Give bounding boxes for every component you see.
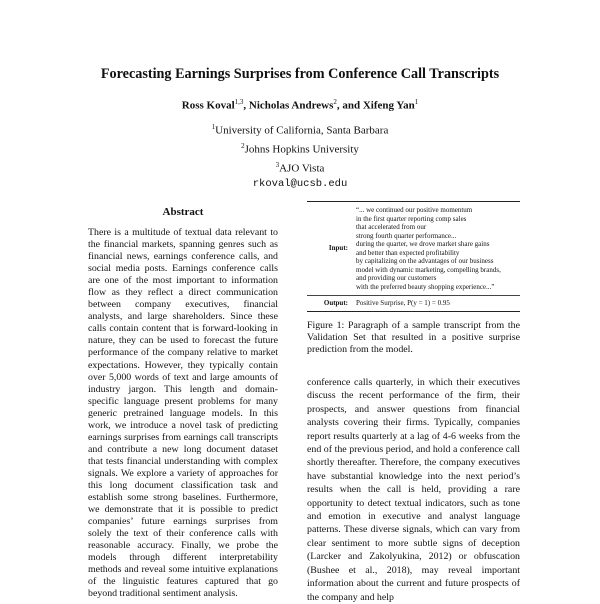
affiliation-sup: 1: [211, 123, 216, 131]
author-affil-sup: 2: [333, 98, 337, 106]
affiliation-sup: 2: [241, 141, 245, 150]
affiliation-line: [0, 139, 600, 158]
author-name: Ross Koval: [181, 99, 235, 112]
quote-line: in the first quarter reporting comp sales: [356, 214, 467, 223]
affiliation-text: AJO Vista: [279, 162, 325, 175]
paper-title: Forecasting Earnings Surprises from Conference Call Transcripts: [100, 66, 500, 82]
figure-input-label: Input:: [328, 244, 348, 253]
quote-line: with the preferred beauty shopping experience...”: [356, 282, 495, 291]
quote-line: and providing our customers: [356, 274, 437, 282]
author-name: Xifeng Yan: [362, 99, 415, 112]
figure-output-row: [307, 296, 520, 311]
figure-input-row: [307, 202, 520, 296]
quote-line: during the quarter, we drove market share gains: [356, 240, 490, 248]
abstract-text: There is a multitude of textual data relevant to the financial markets, spanning genres such as financial news, earnings conference calls, and social media posts. Earnings conference calls are one of the most important to information flow as they reflect a direct communication between company executives, financial analysts, and large shareholders. Since these calls contain content that is forward-looking in nature, they can be used to forecast the future performance of the company relative to market expectations. However, they typically contain over 5,000 words of text and large amounts of industry jargon. This length and domain-specific language present problems for many generic pretrained language models. In this work, we introduce a novel task of predicting earnings surprises from earnings call transcripts and contribute a new long document dataset that tests financial understanding with complex signals. We explore a variety of approaches for this long document classification task and establish some strong baselines. Furthermore, we demonstrate that it is possible to predict companies’ future earnings surprises from solely the text of their conference calls with reasonable accuracy. Finally, we probe the models through different interpretability methods and reveal some intuitive explanations of the linguistic features captured that go beyond traditional sentiment analysis.: [88, 227, 278, 600]
author-affil-sup: 1,3: [234, 98, 244, 106]
quote-line: that accelerated from our: [356, 223, 427, 231]
author-separator: , and: [336, 99, 363, 112]
quote-line: “... we continued our positive momentum: [356, 206, 473, 214]
affiliations: [0, 120, 600, 192]
affiliation-text: University of California, Santa Barbara: [215, 124, 389, 137]
figure-output-label: Output:: [307, 296, 353, 311]
affiliation-line: [0, 158, 600, 177]
author-name: Nicholas Andrews: [248, 99, 334, 112]
quote-line: and better than expected profitability: [356, 248, 460, 257]
quote-line: model with dynamic marketing, compelling brands,: [356, 265, 501, 274]
figure-output-text: Positive Surprise, P(y = 1) = 0.95: [353, 296, 520, 311]
affiliation-line: [0, 120, 600, 139]
author-affil-sup: 1: [414, 98, 419, 106]
affiliation-text: Johns Hopkins University: [244, 143, 359, 156]
author-list: [0, 98, 600, 112]
quote-line: strong fourth quarter performance...: [356, 231, 457, 240]
abstract-heading: Abstract: [162, 206, 204, 218]
body-text-right-column: conference calls quarterly, in which their executives discuss the recent performance of the firm, their prospects, and answer questions from financial analysts covering their firms. Typically, companies report results quarterly at a lag of 4-6 weeks from the end of the previous period, and hold a conference call shortly thereafter. Therefore, the company executives have substantial knowledge into the next period’s results when the call is held, providing a rare opportunity to detect textual indicators, such as tone and emotion in executive and analyst language patterns. These diverse signals, which can vary from clear sentiment to more subtle signs of deception (Larcker and Zakolyukina, 2012) or obfuscation (Bushee et al., 2018), may reveal important information about the current and future prospects of the company and help: [307, 377, 520, 603]
figure-1-caption: Figure 1: Paragraph of a sample transcript from the Validation Set that resulted in a positive surprise prediction from the model.: [307, 320, 520, 356]
author-email[interactable]: rkoval@ucsb.edu: [252, 177, 348, 190]
figure-1-table: [307, 201, 520, 312]
affiliation-sup: 3: [275, 160, 280, 169]
quote-line: by capitalizing on the advantages of our business: [356, 257, 494, 265]
figure-input-quote: [353, 202, 520, 296]
author-separator: ,: [243, 99, 249, 112]
